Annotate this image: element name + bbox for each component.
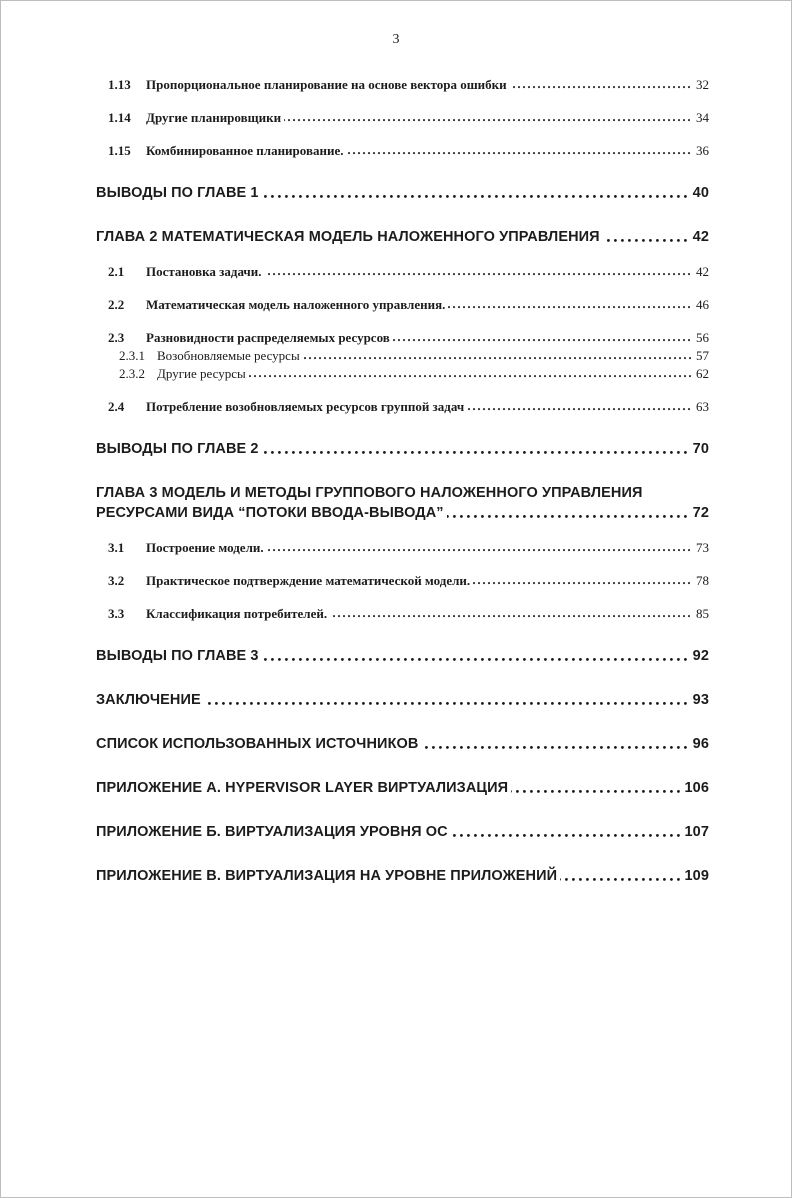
toc-entry-label: ВЫВОДЫ ПО ГЛАВЕ 1 [96, 185, 262, 201]
toc-entry-label: Комбинированное планирование. [146, 143, 346, 158]
toc-entry [108, 572, 709, 589]
toc-entry-label: ВЫВОДЫ ПО ГЛАВЕ 3 [96, 648, 262, 664]
toc-entry-label: Другие ресурсы [157, 366, 249, 381]
toc-entry-label: ПРИЛОЖЕНИЕ Б. ВИРТУАЛИЗАЦИЯ УРОВНЯ ОС [96, 824, 451, 840]
toc-entry-page: 62 [691, 366, 709, 382]
toc-entry-label: Разновидности распределяемых ресурсов [146, 330, 393, 345]
table-of-contents [96, 76, 709, 886]
toc-entry-number: 2.3.1 [119, 348, 157, 364]
toc-entry-number: 2.3.2 [119, 366, 157, 382]
toc-entry [108, 109, 709, 126]
toc-entry [96, 483, 709, 523]
toc-entry-number: 3.2 [108, 572, 146, 589]
toc-entry [108, 605, 709, 622]
toc-entry-label: ПРИЛОЖЕНИЕ А. HYPERVISOR LAYER ВИРТУАЛИЗАЦИЯ [96, 780, 511, 796]
toc-entry-page: 92 [688, 646, 709, 666]
toc-entry-page: 73 [691, 539, 709, 556]
toc-entry-page: 63 [691, 398, 709, 415]
toc-entry [108, 539, 709, 556]
toc-entry-page: 72 [688, 503, 709, 523]
toc-entry [96, 646, 709, 666]
toc-entry [108, 398, 709, 415]
toc-entry [96, 866, 709, 886]
toc-entry [96, 227, 709, 247]
toc-entry [96, 778, 709, 798]
toc-entry-label: Пропорциональное планирование на основе вектора ошибки [146, 77, 510, 92]
toc-entry-number: 1.13 [108, 76, 146, 93]
toc-entry-page: 32 [691, 76, 709, 93]
toc-entry-number: 2.3 [108, 329, 146, 346]
toc-entry [96, 183, 709, 203]
toc-entry-page: 40 [688, 183, 709, 203]
toc-entry-page: 36 [691, 142, 709, 159]
toc-entry [96, 690, 709, 710]
toc-entry-page: 78 [691, 572, 709, 589]
toc-entry-page: 56 [691, 329, 709, 346]
toc-entry [108, 142, 709, 159]
toc-entry-number: 3.3 [108, 605, 146, 622]
toc-entry-page: 109 [680, 866, 710, 886]
toc-entry [119, 366, 709, 382]
toc-entry-label: ВЫВОДЫ ПО ГЛАВЕ 2 [96, 441, 262, 457]
toc-entry-page: 46 [691, 296, 709, 313]
toc-entry-page: 106 [680, 778, 710, 798]
page-number: 3 [392, 32, 400, 47]
toc-entry-label: Потребление возобновляемых ресурсов группой задач [146, 399, 467, 414]
toc-entry-number: 2.2 [108, 296, 146, 313]
toc-entry-page: 96 [688, 734, 709, 754]
toc-entry-label: Возобновляемые ресурсы [157, 348, 303, 363]
toc-entry-label: Построение модели. [146, 540, 267, 555]
toc-entry-label: Другие планировщики [146, 110, 284, 125]
toc-entry-page: 107 [680, 822, 710, 842]
toc-entry-number: 1.14 [108, 109, 146, 126]
toc-entry-number: 2.4 [108, 398, 146, 415]
toc-entry-number: 2.1 [108, 263, 146, 280]
toc-entry-label: ПРИЛОЖЕНИЕ В. ВИРТУАЛИЗАЦИЯ НА УРОВНЕ ПРИЛОЖЕНИЙ [96, 868, 560, 884]
toc-entry-label: ГЛАВА 3 МОДЕЛЬ И МЕТОДЫ ГРУППОВОГО НАЛОЖЕННОГО УПРАВЛЕНИЯ РЕСУРСАМИ ВИДА “ПОТОКИ ВВОДА-ВЫВОДА” [96, 485, 643, 521]
toc-entry-label: Практическое подтверждение математической модели. [146, 573, 473, 588]
toc-entry-label: ГЛАВА 2 МАТЕМАТИЧЕСКАЯ МОДЕЛЬ НАЛОЖЕННОГО УПРАВЛЕНИЯ [96, 229, 603, 245]
toc-entry-label: Математическая модель наложенного управления. [146, 297, 448, 312]
toc-entry [96, 734, 709, 754]
toc-entry-label: Классификация потребителей. [146, 606, 330, 621]
toc-entry-label: СПИСОК ИСПОЛЬЗОВАННЫХ ИСТОЧНИКОВ [96, 736, 421, 752]
toc-entry [96, 439, 709, 459]
toc-entry-page: 42 [691, 263, 709, 280]
toc-entry [119, 348, 709, 364]
toc-entry-page: 93 [688, 690, 709, 710]
toc-entry-number: 3.1 [108, 539, 146, 556]
toc-entry-page: 34 [691, 109, 709, 126]
toc-entry-page: 70 [688, 439, 709, 459]
toc-entry-page: 85 [691, 605, 709, 622]
toc-entry [108, 329, 709, 346]
toc-entry [108, 76, 709, 93]
toc-entry-page: 42 [688, 227, 709, 247]
toc-entry-label: ЗАКЛЮЧЕНИЕ [96, 692, 204, 708]
toc-entry-page: 57 [691, 348, 709, 364]
toc-entry-number: 1.15 [108, 142, 146, 159]
toc-entry [96, 822, 709, 842]
toc-entry-label: Постановка задачи. [146, 264, 265, 279]
toc-entry [108, 263, 709, 280]
toc-entry [108, 296, 709, 313]
